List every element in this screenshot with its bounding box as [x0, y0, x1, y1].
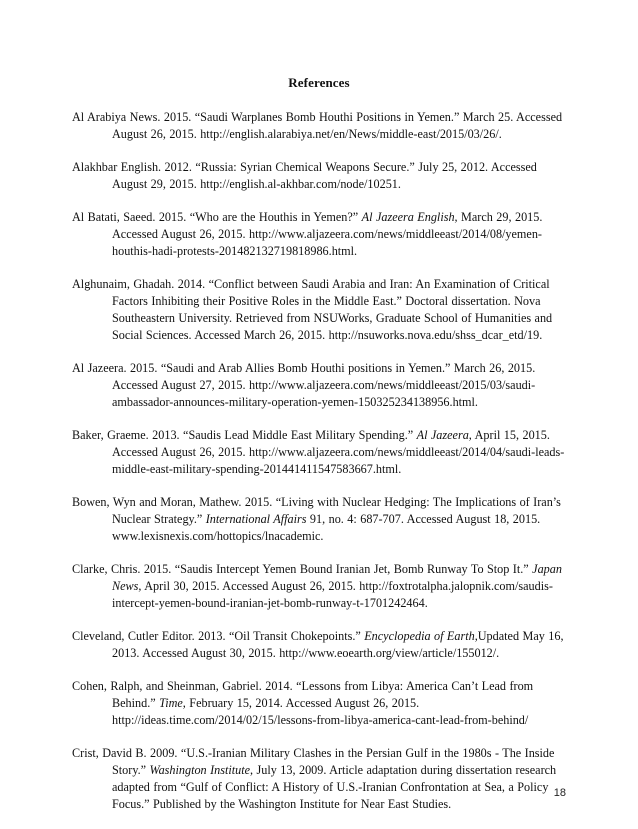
- references-heading: References: [288, 75, 350, 90]
- page-number: 18: [553, 787, 566, 799]
- reference-list: [72, 109, 572, 829]
- reference-text: April 30, 2015. Accessed August 26, 2015. http://foxtrotalpha.jalopnik.com/saudis-intercept-yemen-bound-iranian-jet-bomb-runway-t-1701242464.: [112, 579, 553, 611]
- reference-text: Updated May 16, 2013. Accessed August 30, 2015. http://www.eoearth.org/view/article/155012/.: [112, 629, 564, 661]
- reference-entry: [72, 360, 572, 411]
- reference-text: Crist, David B. 2009. “U.S.-Iranian Military Clashes in the Persian Gulf in the 1980s - The Inside Story.”: [72, 746, 555, 778]
- reference-text: April 15, 2015. Accessed August 26, 2015. http://www.aljazeera.com/news/middleeast/2014/04/saudi-leads-middle-east-military-spending-201441411547583667.html.: [112, 428, 565, 476]
- reference-source-italic: Al Jazeera,: [416, 428, 472, 443]
- reference-text: Cohen, Ralph, and Sheinman, Gabriel. 2014. “Lessons from Libya: America Can’t Lead from Behind.”: [72, 679, 534, 711]
- reference-entry: [72, 745, 572, 813]
- reference-source-italic: Al Jazeera English,: [361, 210, 458, 225]
- reference-entry: [72, 628, 572, 662]
- reference-entry: [72, 109, 572, 143]
- reference-text: Al Batati, Saeed. 2015. “Who are the Houthis in Yemen?”: [72, 210, 362, 225]
- reference-source-italic: Encyclopedia of Earth,: [364, 629, 478, 644]
- reference-entry: [72, 427, 572, 478]
- reference-text: Bowen, Wyn and Moran, Mathew. 2015. “Living with Nuclear Hedging: The Implications of Iran’s Nuclear Strategy.”: [72, 495, 561, 527]
- reference-entry: [72, 678, 572, 729]
- reference-source-italic: Washington Institute,: [149, 763, 254, 778]
- reference-entry: [72, 494, 572, 545]
- reference-entry: [72, 561, 572, 612]
- reference-text: February 15, 2014. Accessed August 26, 2015. http://ideas.time.com/2014/02/15/lessons-from-libya-america-cant-lead-from-behind/: [112, 696, 529, 728]
- reference-text: Baker, Graeme. 2013. “Saudis Lead Middle East Military Spending.”: [72, 428, 417, 443]
- reference-text: Al Jazeera. 2015. “Saudi and Arab Allies Bomb Houthi positions in Yemen.” March 26, 2015. Accessed August 27, 2015. http://www.aljazeera.com/news/middleeast/2015/03/saudi-ambassador-announces-military-operation-yemen-150325234138956.html.: [72, 361, 536, 409]
- reference-text: Alakhbar English. 2012. “Russia: Syrian Chemical Weapons Secure.” July 25, 2012. Accessed August 29, 2015. http://english.al-akhbar.com/node/10251.: [72, 160, 537, 192]
- reference-text: 91, no. 4: 687-707. Accessed August 18, 2015. www.lexisnexis.com/hottopics/lnacademic.: [112, 512, 541, 543]
- reference-text: Alghunaim, Ghadah. 2014. “Conflict between Saudi Arabia and Iran: An Examination of Critical Factors Inhibiting their Positive Roles in the Middle East.” Doctoral dissertation. Nova Southeastern University. Retrieved from NSUWorks, Graduate School of Humanities and Social Sciences. Accessed March 26, 2015. http://nsuworks.nova.edu/shss_dcar_etd/19.: [72, 277, 553, 342]
- reference-entry: [72, 276, 572, 344]
- reference-text: July 13, 2009. Article adaptation during dissertation research adapted from “Gulf of Conflict: A History of U.S.-Iranian Confrontation at Sea, a Policy Focus.” Published by the Washington Institute for Near East Studies.: [112, 763, 557, 812]
- reference-source-italic: International Affairs: [205, 512, 307, 527]
- reference-source-italic: Time,: [159, 696, 186, 711]
- reference-source-italic: Japan News,: [112, 562, 562, 594]
- reference-text: March 29, 2015. Accessed August 26, 2015. http://www.aljazeera.com/news/middleeast/2014/08/yemen-houthis-hadi-protests-201482132719818986.html.: [112, 210, 543, 259]
- reference-entry: [72, 159, 572, 193]
- reference-entry: [72, 209, 572, 260]
- reference-text: Cleveland, Cutler Editor. 2013. “Oil Transit Chokepoints.”: [72, 629, 365, 644]
- reference-text: Al Arabiya News. 2015. “Saudi Warplanes Bomb Houthi Positions in Yemen.” March 25. Accessed August 26, 2015. http://english.alarabiya.net/en/News/middle-east/2015/03/26/.: [72, 110, 563, 141]
- reference-text: Clarke, Chris. 2015. “Saudis Intercept Yemen Bound Iranian Jet, Bomb Runway To Stop It.”: [72, 562, 533, 577]
